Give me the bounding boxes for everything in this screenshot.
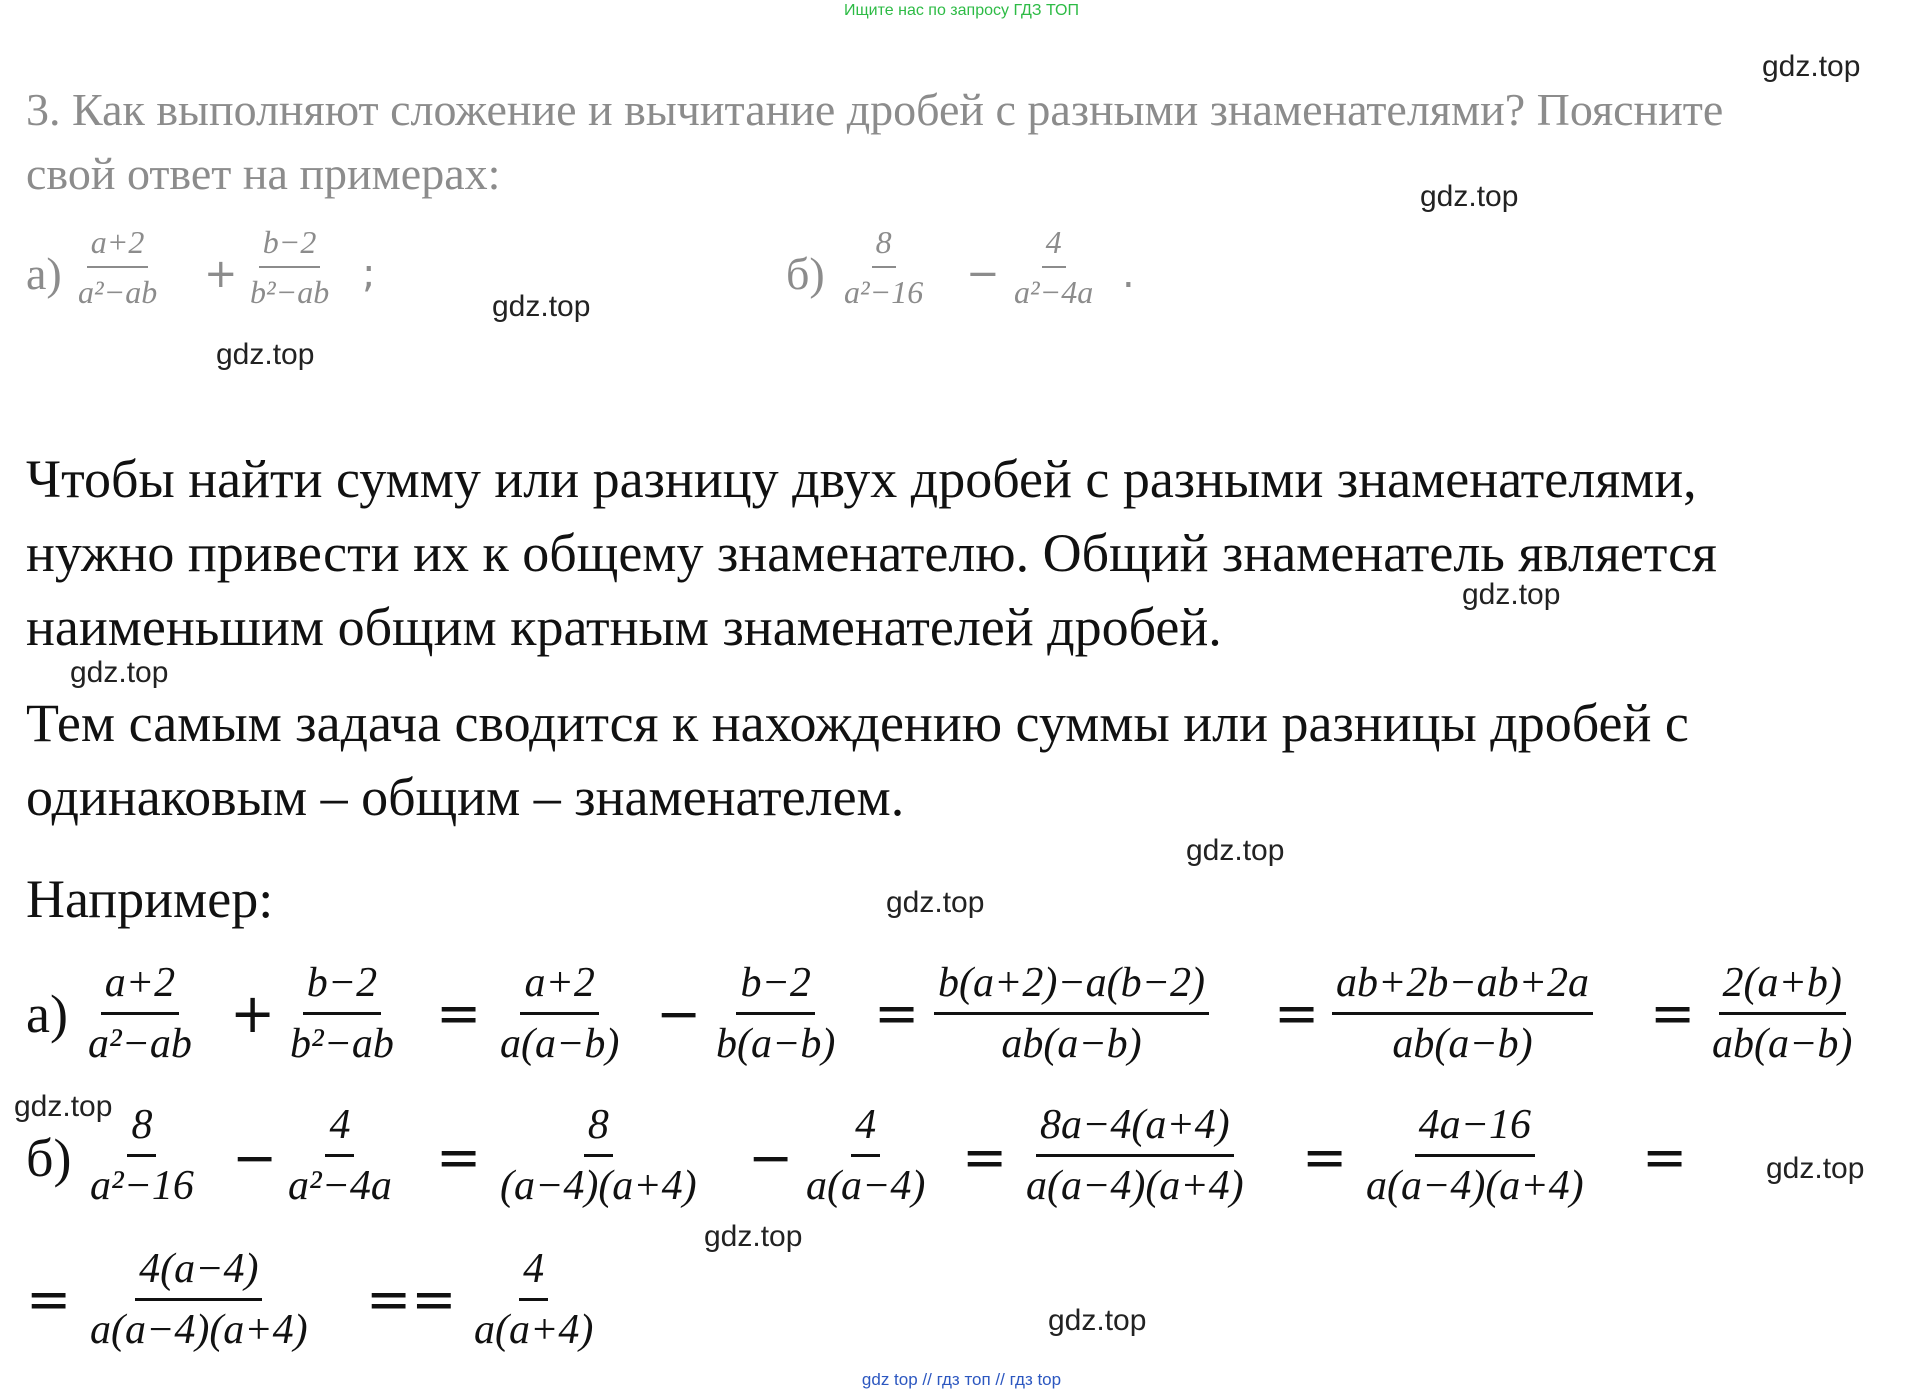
answer-p1-line-3: наименьшим общим кратным знаменателей дробей. bbox=[26, 597, 1222, 657]
answer-paragraph-1 bbox=[26, 442, 1717, 664]
question-a-semicolon: ; bbox=[362, 251, 376, 297]
search-banner: Ищите нас по запросу ГДЗ ТОП bbox=[844, 2, 1079, 19]
watermark: gdz.top bbox=[216, 338, 315, 371]
watermark: gdz.top bbox=[1420, 180, 1519, 213]
example-heading: Например: bbox=[26, 869, 274, 929]
solution-a-equals-3: = bbox=[1274, 982, 1320, 1045]
watermark: gdz.top bbox=[70, 656, 169, 689]
watermark: gdz.top bbox=[1462, 578, 1561, 611]
question-a-label: а) bbox=[26, 248, 62, 299]
solution-a-fraction-5: $\frac{b(a+2)-a(b-2)}{ab(a-b)}$ bbox=[934, 958, 1209, 1069]
watermark: gdz.top bbox=[1186, 834, 1285, 867]
watermark: gdz.top bbox=[1762, 50, 1861, 83]
solution-b-fraction-2: $\frac{4}{\text{a²−4a}}$ bbox=[288, 1102, 392, 1209]
solution-b-label: б) bbox=[26, 1128, 72, 1188]
question-b-fraction-2: $\frac{4}{\text{a²−4a}}$ bbox=[1014, 224, 1094, 310]
watermark: gdz.top bbox=[1766, 1152, 1865, 1185]
question-b-period: . bbox=[1122, 251, 1135, 297]
solution-b-minus-1: − bbox=[232, 1126, 278, 1189]
solution-b-equals-4: = bbox=[1642, 1126, 1688, 1189]
solution-b-fraction-7: $\frac{4(a-4)}{a(a-4)(a+4)}$ bbox=[90, 1246, 308, 1353]
answer-p1-line-1: Чтобы найти сумму или разницу двух дробей с разными знаменателями, bbox=[26, 449, 1697, 509]
solution-b-continuation-equals: = bbox=[26, 1268, 72, 1331]
question-a-fraction-1: $\frac{a+2}{\text{a²−ab}}$ bbox=[78, 224, 158, 310]
question-line-2: свой ответ на примерах: bbox=[26, 148, 501, 199]
question-b-minus: − bbox=[966, 251, 1000, 297]
watermark: gdz.top bbox=[886, 886, 985, 919]
answer-p1-line-2: нужно привести их к общему знаменателю. Общий знаменатель является bbox=[26, 523, 1717, 583]
solution-b-fraction-5: $\frac{8a-4(a+4)}{a(a-4)(a+4)}$ bbox=[1026, 1102, 1244, 1209]
solution-a-fraction-4: $\frac{b-2}{b(a-b)}$ bbox=[716, 960, 836, 1067]
question-a-fraction-2: $\frac{b-2}{\text{b²−ab}}$ bbox=[250, 224, 330, 310]
solution-b-double-equals: == bbox=[366, 1268, 457, 1331]
question-line-1: 3. Как выполняют сложение и вычитание дробей с разными знаменателями? Поясните bbox=[26, 84, 1724, 135]
watermark: gdz.top bbox=[492, 290, 591, 323]
solution-b-fraction-6: $\frac{4a-16}{a(a-4)(a+4)}$ bbox=[1366, 1102, 1584, 1209]
question-b-label: б) bbox=[786, 248, 825, 299]
watermark: gdz.top bbox=[1048, 1304, 1147, 1337]
solution-b-fraction-4: $\frac{4}{a(a-4)}$ bbox=[806, 1102, 926, 1209]
solution-a-label: а) bbox=[26, 984, 68, 1044]
solution-a-equals-4: = bbox=[1650, 982, 1696, 1045]
question-b-fraction-1: $\frac{8}{\text{a²−16}}$ bbox=[844, 224, 924, 310]
solution-b-equals-2: = bbox=[962, 1126, 1008, 1189]
watermark: gdz.top bbox=[14, 1090, 113, 1123]
watermark: gdz.top bbox=[704, 1220, 803, 1253]
solution-a-fraction-2: $\frac{b-2}{\text{b²−ab}}$ bbox=[290, 960, 394, 1067]
solution-b-minus-2: − bbox=[748, 1126, 794, 1189]
solution-a-equals-2: = bbox=[874, 982, 920, 1045]
solution-a-plus: + bbox=[230, 982, 276, 1045]
answer-p2-line-1: Тем самым задача сводится к нахождению суммы или разницы дробей с bbox=[26, 693, 1689, 753]
solution-a-fraction-1: $\frac{a+2}{\text{a²−ab}}$ bbox=[88, 960, 192, 1067]
answer-p2-line-2: одинаковым – общим – знаменателем. bbox=[26, 767, 905, 827]
footer-links: gdz top // гдз топ // гдз top bbox=[861, 1370, 1062, 1389]
question-a-plus: + bbox=[204, 251, 238, 297]
solution-a-minus: − bbox=[656, 982, 702, 1045]
solution-b-fraction-1: $\frac{8}{\text{a²−16}}$ bbox=[90, 1102, 194, 1209]
solution-a-equals-1: = bbox=[436, 982, 482, 1045]
solution-b-fraction-3: $\frac{8}{(a-4)(a+4)}$ bbox=[500, 1102, 697, 1209]
solution-b-equals-1: = bbox=[436, 1126, 482, 1189]
answer-paragraph-2 bbox=[26, 686, 1689, 834]
solution-b-equals-3: = bbox=[1302, 1126, 1348, 1189]
solution-a-fraction-7: $\frac{2(a+b)}{ab(a-b)}$ bbox=[1712, 960, 1853, 1067]
solution-a-fraction-3: $\frac{a+2}{a(a-b)}$ bbox=[500, 960, 620, 1067]
solution-b-fraction-8: $\frac{4}{a(a+4)}$ bbox=[474, 1246, 594, 1353]
solution-a-fraction-6: $\frac{ab+2b-ab+2a}{ab(a-b)}$ bbox=[1332, 958, 1593, 1069]
